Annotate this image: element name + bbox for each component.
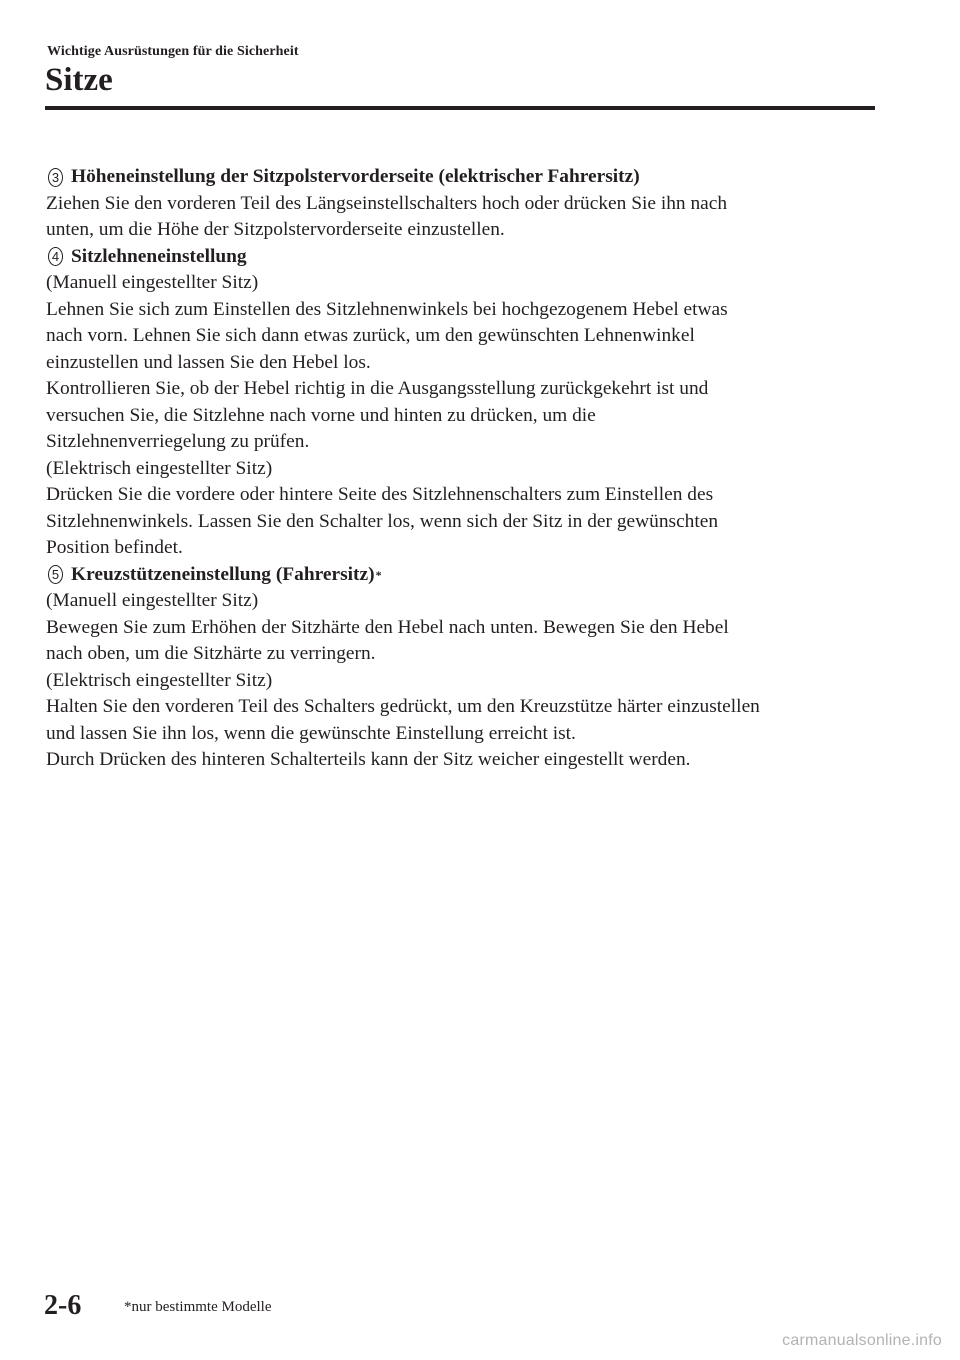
body-line: Kontrollieren Sie, ob der Hebel richtig in die Ausgangsstellung zurückgekehrt ist und xyxy=(46,378,709,399)
body-line: und lassen Sie ihn los, wenn die gewünschte Einstellung erreicht ist. xyxy=(46,722,576,744)
page-number: 2-6 xyxy=(44,1290,82,1321)
content xyxy=(46,164,876,774)
section-seatback xyxy=(46,244,876,562)
footnote-mark: * xyxy=(375,567,382,582)
body-line: Drücken Sie die vordere oder hintere Seite des Sitzlehnenschalters zum Einstellen des xyxy=(46,484,714,505)
body-line: versuchen Sie, die Sitzlehne nach vorne und hinten zu drücken, um die xyxy=(46,404,596,426)
body-line: Halten Sie den vorderen Teil des Schalters gedrückt, um den Kreuzstütze härter einzustellen xyxy=(46,696,760,717)
section-heading xyxy=(46,164,876,191)
body-line: Durch Drücken des hinteren Schalterteils kann der Sitz weicher eingestellt werden. xyxy=(46,749,691,770)
body-line: Sitzlehnenwinkels. Lassen Sie den Schalter los, wenn sich der Sitz in der gewünschten xyxy=(46,510,719,532)
body-line: Ziehen Sie den vorderen Teil des Längseinstellschalters hoch oder drücken Sie ihn nach xyxy=(46,192,728,214)
section-lumbar xyxy=(46,562,876,774)
footnote: *nur bestimmte Modelle xyxy=(124,1299,272,1315)
section-heading-text: Höheneinstellung der Sitzpolstervorderseite (elektrischer Fahrersitz) xyxy=(71,166,640,187)
body-line: nach vorn. Lehnen Sie sich dann etwas zurück, um den gewünschten Lehnenwinkel xyxy=(46,325,695,346)
section-heading xyxy=(46,562,876,589)
section-heading-text: Kreuzstützeneinstellung (Fahrersitz) xyxy=(71,563,375,585)
title-rule xyxy=(45,106,875,110)
body-line: Bewegen Sie zum Erhöhen der Sitzhärte den Hebel nach unten. Bewegen Sie den Hebel xyxy=(46,616,729,638)
page-title: Sitze xyxy=(45,62,113,98)
body-line: (Manuell eingestellter Sitz) xyxy=(46,272,259,293)
section-heading xyxy=(46,244,876,271)
step-number-icon: 5 xyxy=(48,565,63,584)
step-number-icon: 4 xyxy=(48,247,63,266)
body-line: einzustellen und lassen Sie den Hebel los. xyxy=(46,351,371,373)
body-line: Sitzlehnenverriegelung zu prüfen. xyxy=(46,431,310,452)
body-line: nach oben, um die Sitzhärte zu verringern. xyxy=(46,643,376,664)
body-line: Lehnen Sie sich zum Einstellen des Sitzlehnenwinkels bei hochgezogenem Hebel etwas xyxy=(46,298,728,320)
body-line: (Elektrisch eingestellter Sitz) xyxy=(46,457,273,479)
watermark: carmanualsonline.info xyxy=(782,1332,942,1349)
section-front-height xyxy=(46,164,876,244)
step-number-icon: 3 xyxy=(48,168,63,187)
section-heading-text: Sitzlehneneinstellung xyxy=(71,245,247,267)
body-line: (Elektrisch eingestellter Sitz) xyxy=(46,669,273,691)
body-line: Position befindet. xyxy=(46,537,183,558)
body-line: unten, um die Höhe der Sitzpolstervorderseite einzustellen. xyxy=(46,219,505,240)
chapter-label: Wichtige Ausrüstungen für die Sicherheit xyxy=(47,44,299,59)
body-line: (Manuell eingestellter Sitz) xyxy=(46,590,259,611)
